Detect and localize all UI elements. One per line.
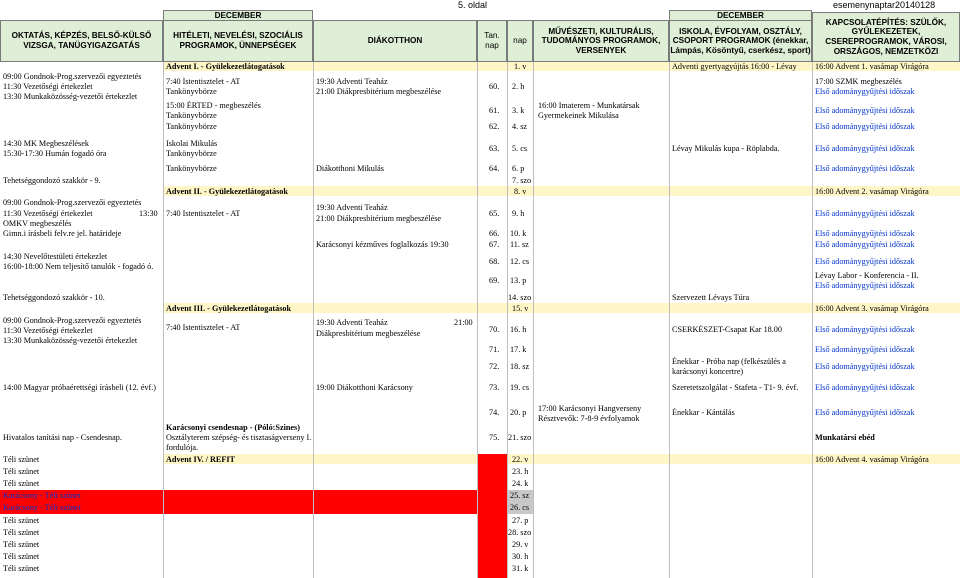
month-header-right: DECEMBER: [669, 10, 812, 21]
document-id: esemenynaptar20140128: [833, 0, 936, 10]
calendar-cell: OMKV megbeszélés: [3, 219, 72, 228]
calendar-cell: 19:30 Adventi Teaház: [316, 318, 388, 327]
calendar-cell: 5. cs: [512, 144, 528, 153]
calendar-cell: 24. k: [512, 479, 529, 488]
calendar-cell: 09:00 Gondnok-Prog.szervezői egyeztetés: [3, 198, 142, 207]
calendar-cell: 14:30 Nevelőtestületi értekezlet: [3, 252, 108, 261]
calendar-cell: Iskolai Mikulás: [166, 139, 218, 148]
calendar-cell: Első adománygyűjtési időszak: [815, 144, 915, 153]
month-header-left: DECEMBER: [163, 10, 313, 21]
calendar-cell: Karácsony - Téli szünet: [3, 491, 81, 500]
calendar-cell: Karácsony - Téli szünet: [3, 503, 81, 512]
calendar-cell: Téli szünet: [3, 479, 40, 488]
calendar-cell: 30. h: [512, 552, 529, 561]
calendar-cell: 13:30: [139, 209, 158, 218]
calendar-cell: 66.: [489, 229, 500, 238]
col-header-school-day: Tan. nap: [477, 20, 507, 62]
calendar-cell: 17:00 SZMK megbeszélés: [815, 77, 902, 86]
calendar-cell: Karácsonyi kézműves foglalkozás 19:30: [316, 240, 449, 249]
calendar-cell: Résztvevők: 7-8-9 évfolyamok: [538, 414, 640, 423]
calendar-cell: Első adománygyűjtési időszak: [815, 122, 915, 131]
calendar-cell: Első adománygyűjtési időszak: [815, 106, 915, 115]
calendar-cell: Lévay Mikulás kupa - Röplabda.: [672, 144, 780, 153]
calendar-cell: 67.: [489, 240, 500, 249]
calendar-cell: 16. h: [510, 325, 527, 334]
calendar-cell: Advent III. - Gyülekezetlátogatások: [166, 304, 292, 313]
page-number: 5. oldal: [458, 0, 488, 10]
calendar-cell: 22. v: [512, 455, 529, 464]
calendar-cell: 15:30-17:30 Humán fogadó óra: [3, 149, 107, 158]
calendar-cell: 25. sz: [510, 491, 530, 500]
calendar-cell: 20. p: [510, 408, 527, 417]
calendar-cell: 62.: [489, 122, 500, 131]
calendar-cell: 9. h: [512, 209, 525, 218]
calendar-cell: Szervezett Lévays Túra: [672, 293, 750, 302]
calendar-cell: 6. p: [512, 164, 525, 173]
calendar-cell: 23. h: [512, 467, 529, 476]
calendar-cell: 19:30 Adventi Teaház: [316, 77, 388, 86]
col-header-day: nap: [507, 20, 533, 62]
calendar-cell: 19. cs: [510, 383, 530, 392]
calendar-cell: 21:00: [454, 318, 473, 327]
calendar-cell: 26. cs: [510, 503, 530, 512]
calendar-cell: 7:40 Istentisztelet - AT: [166, 209, 241, 218]
calendar-cell: Advent IV. / REFIT: [166, 455, 236, 464]
calendar-cell: Tankönyvbörze: [166, 164, 217, 173]
calendar-cell: 63.: [489, 144, 500, 153]
calendar-cell: 12. cs: [510, 257, 530, 266]
calendar-cell: 21:00 Diákpresbitérium megbeszélése: [316, 87, 442, 96]
calendar-cell: Első adománygyűjtési időszak: [815, 281, 915, 290]
calendar-cell: Szeretetszolgálat - Stafeta - T1- 9. évf.: [672, 383, 799, 392]
col-header-religious: HITÉLETI, NEVELÉSI, SZOCIÁLIS PROGRAMOK, ÜNNEPSÉGEK: [163, 20, 313, 62]
calendar-cell: 15. v: [512, 304, 529, 313]
calendar-cell: Karácsonyi csendesnap - (Póló:Szines): [166, 423, 300, 432]
calendar-cell: Első adománygyűjtési időszak: [815, 345, 915, 354]
calendar-cell: 17. k: [510, 345, 527, 354]
calendar-cell: Első adománygyűjtési időszak: [815, 229, 915, 238]
calendar-cell: Téli szünet: [3, 528, 40, 537]
calendar-cell: Tankönyvbörze: [166, 87, 217, 96]
calendar-cell: 16:00-18:00 Nem teljesítő tanulók - fogadó ó.: [3, 262, 154, 271]
col-header-arts: MŰVÉSZETI, KULTURÁLIS, TUDOMÁNYOS PROGRAMOK, VERSENYEK: [533, 20, 669, 62]
calendar-cell: 13. p: [510, 276, 527, 285]
calendar-cell: 27. p: [512, 516, 529, 525]
calendar-cell: 18. sz: [510, 362, 530, 371]
calendar-cell: Gyermekeinek Mikulása: [538, 111, 619, 120]
calendar-cell: 61.: [489, 106, 500, 115]
calendar-cell: Téli szünet: [3, 540, 40, 549]
calendar-cell: Téli szünet: [3, 564, 40, 573]
calendar-cell: 2. h: [512, 82, 525, 91]
calendar-cell: 09:00 Gondnok-Prog.szervezői egyeztetés: [3, 72, 142, 81]
calendar-cell: 14. szo: [508, 293, 532, 302]
calendar-cell: 10. k: [510, 229, 527, 238]
col-header-school-groups: ISKOLA, ÉVFOLYAM, OSZTÁLY, CSOPORT PROGRAMOK (énekkar, Lámpás, Kösöntyű, cserkész, sport): [669, 20, 812, 62]
calendar-cell: 16:00 Advent 4. vasámap Virágóra: [815, 455, 929, 464]
calendar-cell: 16:00 Advent 1. vasámap Virágóra: [815, 62, 929, 71]
calendar-cell: 72.: [489, 362, 500, 371]
calendar-cell: Énekkar - Próba nap (felkészülés a: [672, 357, 786, 366]
calendar-cell: Téli szünet: [3, 455, 40, 464]
calendar-cell: 16:00 Imaterem - Munkatársak: [538, 101, 640, 110]
calendar-cell: 11:30 Vezetőségi értekezlet: [3, 209, 93, 218]
calendar-cell: 28. szo: [508, 528, 532, 537]
calendar-cell: Diákpresbitérium megbeszélése: [316, 329, 421, 338]
calendar-cell: 7:40 Istentisztelet - AT: [166, 323, 241, 332]
calendar-cell: Téli szünet: [3, 552, 40, 561]
calendar-cell: 73.: [489, 383, 500, 392]
calendar-cell: 68.: [489, 257, 500, 266]
calendar-cell: Tankönyvbörze: [166, 122, 217, 131]
calendar-cell: 13:30 Munkaközösség-vezetői értekezlet: [3, 336, 138, 345]
calendar-cell: 75.: [489, 433, 500, 442]
calendar-cell: 31. k: [512, 564, 529, 573]
calendar-cell: fordulója.: [166, 443, 199, 452]
calendar-cell: Első adománygyűjtési időszak: [815, 87, 915, 96]
calendar-cell: Osztályterem szépség- és tisztaságverseny I.: [166, 433, 312, 442]
calendar-cell: karácsonyi koncertre): [672, 367, 744, 376]
calendar-cell: Téli szünet: [3, 516, 40, 525]
calendar-cell: Tankönyvbörze: [166, 149, 217, 158]
calendar-cell: 3. k: [512, 106, 525, 115]
calendar-cell: 19:30 Adventi Teaház: [316, 203, 388, 212]
calendar-cell: 11. sz: [510, 240, 529, 249]
calendar-cell: Diákotthoni Mikulás: [316, 164, 384, 173]
calendar-cell: Tehetséggondozó szakkör - 10.: [3, 293, 105, 302]
calendar-cell: 1. v: [514, 62, 527, 71]
calendar-cell: Gimn.i írásbeli felv.re jel. határideje: [3, 229, 122, 238]
calendar-cell: 69.: [489, 276, 500, 285]
calendar-cell: 15:00 ÉRTED - megbeszélés: [166, 101, 261, 110]
calendar-cell: 14:30 MK Megbeszélések: [3, 139, 89, 148]
col-header-relations: KAPCSOLATÉPÍTÉS: SZÜLŐK, GYŰLEKEZETEK, CSEREPROGRAMOK, VÁROSI, ORSZÁGOS, NEMZETKÖZI: [812, 12, 960, 62]
calendar-cell: 7:40 Istentisztelet - AT: [166, 77, 241, 86]
calendar-cell: 74.: [489, 408, 500, 417]
calendar-cell: 4. sz: [512, 122, 528, 131]
calendar-cell: 65.: [489, 209, 500, 218]
calendar-cell: 16:00 Advent 3. vasámap Virágóra: [815, 304, 929, 313]
calendar-cell: 11:30 Vezetőségi értekezlet: [3, 82, 93, 91]
calendar-cell: Advent I. - Gyülekezetlátogatások: [166, 62, 285, 71]
calendar-cell: Advent II. - Gyülekezetlátogatások: [166, 187, 288, 196]
col-header-dormitory: DIÁKOTTHON: [313, 20, 477, 62]
calendar-cell: 21. szo: [508, 433, 532, 442]
calendar-cell: Első adománygyűjtési időszak: [815, 325, 915, 334]
calendar-cell: Első adománygyűjtési időszak: [815, 362, 915, 371]
calendar-cell: 14:00 Magyar próbaérettségi írásbeli (12. évf.): [3, 383, 157, 392]
calendar-cell: Tehetséggondozó szakkör - 9.: [3, 176, 101, 185]
calendar-cell: 29. v: [512, 540, 529, 549]
calendar-cell: 09:00 Gondnok-Prog.szervezői egyeztetés: [3, 316, 142, 325]
calendar-cell: Első adománygyűjtési időszak: [815, 383, 915, 392]
calendar-cell: Énekkar - Kántálás: [672, 408, 735, 417]
calendar-cell: 16:00 Advent 2. vasámap Virágóra: [815, 187, 929, 196]
calendar-cell: Adventi gyertyagyújtás 16:00 - Lévay: [672, 62, 797, 71]
col-header-education: OKTATÁS, KÉPZÉS, BELSŐ-KÜLSŐ VIZSGA, TANÜGYIGAZGATÁS: [0, 20, 163, 62]
calendar-cell: 8. v: [514, 187, 527, 196]
calendar-cell: 19:00 Diákotthoni Karácsony: [316, 383, 413, 392]
calendar-cell: Lévay Labor - Konferencia - II.: [815, 271, 919, 280]
calendar-cell: 64.: [489, 164, 500, 173]
calendar-cell: Első adománygyűjtési időszak: [815, 240, 915, 249]
calendar-cell: 11:30 Vezetőségi értekezlet: [3, 326, 93, 335]
calendar-cell: 21:00 Diákpresbitérium megbeszélése: [316, 214, 442, 223]
calendar-cell: Első adománygyűjtési időszak: [815, 257, 915, 266]
calendar-cell: Munkatársi ebéd: [815, 433, 875, 442]
calendar-cell: Első adománygyűjtési időszak: [815, 408, 915, 417]
calendar-cell: Első adománygyűjtési időszak: [815, 209, 915, 218]
calendar-cell: Tankönyvbörze: [166, 111, 217, 120]
calendar-cell: 70.: [489, 325, 500, 334]
calendar-cell: 17:00 Karácsonyi Hangverseny: [538, 404, 642, 413]
calendar-cell: 13:30 Munkaközösség-vezetői értekezlet: [3, 92, 138, 101]
calendar-cell: CSERKÉSZET-Csapat Kar 18.00: [672, 325, 782, 334]
calendar-cell: Első adománygyűjtési időszak: [815, 164, 915, 173]
calendar-cell: Téli szünet: [3, 467, 40, 476]
calendar-cell: Hivatalos tanítási nap - Csendesnap.: [3, 433, 122, 442]
calendar-cell: 60.: [489, 82, 500, 91]
calendar-cell: 7. szo: [512, 176, 532, 185]
calendar-cell: 71.: [489, 345, 500, 354]
